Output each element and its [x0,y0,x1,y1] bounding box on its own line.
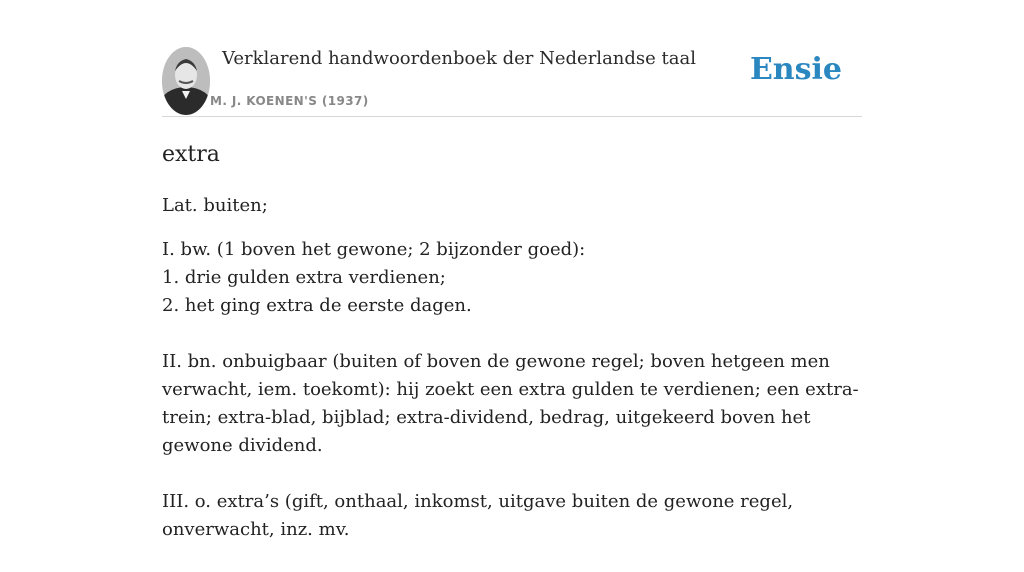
entry-senses [162,236,862,544]
sense-3: III. o. extra’s (gift, onthaal, inkomst, uitgave buiten de gewone regel, onverwacht, inz. mv. [162,491,794,540]
author-portrait [162,47,210,115]
edition-label: M. J. KOENEN'S (1937) [210,94,369,108]
entry-etymology: Lat. buiten; [162,195,268,216]
sense-1-intro: I. bw. (1 boven het gewone; 2 bijzonder goed): [162,239,586,260]
dictionary-entry [162,140,862,572]
sense-1-example-2: 2. het ging extra de eerste dagen. [162,295,472,316]
sense-1-example-1: 1. drie gulden extra verdienen; [162,267,446,288]
sense-2: II. bn. onbuigbaar (buiten of boven de gewone regel; boven hetgeen men verwacht, iem. toekomt): hij zoekt een extra gulden te verdienen; een extra-trein; extra-blad, bijblad; extra-dividend, bedrag, uitgekeerd boven het gewone dividend. [162,351,859,456]
entry-headword: extra [162,142,220,167]
site-header [162,44,862,117]
sense-1 [162,236,862,320]
book-title: Verklarend handwoordenboek der Nederlandse taal [222,48,696,69]
brand-logo-link[interactable]: Ensie [749,52,842,87]
